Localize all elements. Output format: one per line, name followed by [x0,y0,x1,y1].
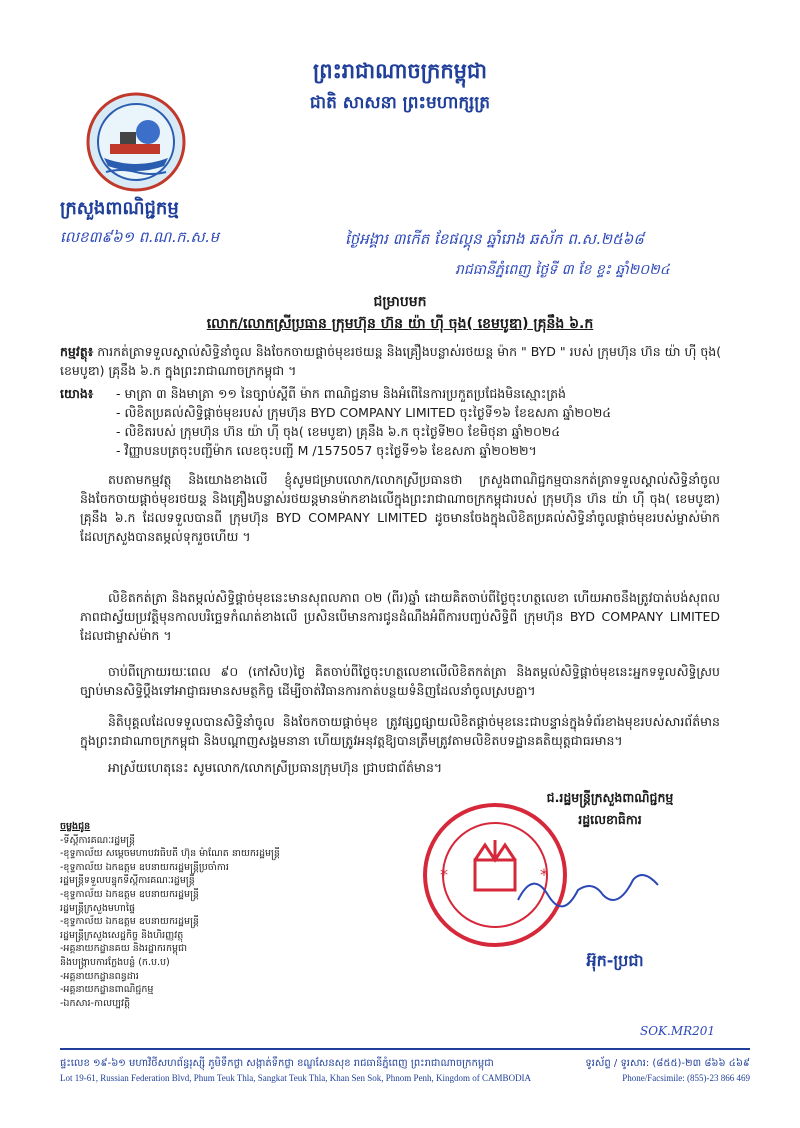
cc-item: -អគ្គនាយកដ្ឋានគយ និងរដ្ឋាករកម្ពុជា [60,943,188,955]
handwritten-signature [508,860,668,920]
body-paragraph-1: តបតាមកម្មវត្ថុ និងយោងខាងលើ ខ្ញុំសូមជម្រាបលោក/លោកស្រីប្រធានថា ក្រសួងពាណិជ្ជកម្មបានកត់ត្រាទទួលស្គាល់សិទ្ធិនាំចូល និងចែកចាយផ្តាច់មុខរថយន្ត និងគ្រឿងបន្លាស់រថយន្តមានម៉ាកខាងលើក្នុងព្រះរាជាណាចក្រកម្ពុជារបស់ ក្រុមហ៊ុន ហ៊ន យ៉ា ហ៊ី ចុង( ខេមបូឌា) គ្រុនឹង ៦.ក ដែលទទួលបានពី ក្រុមហ៊ុន BYD COMPANY LIMITED ដូចមានចែងក្នុងលិខិតប្រគល់សិទ្ធិនាំចូលផ្តាច់មុខរបស់ម្ចាស់ម៉ាកដែលក្រសួងបានតម្កល់ទុករួចហើយ ។ [80,472,720,544]
footer-address-km: ផ្ទះលេខ ១៩-៦១ មហាវិថីសហព័ន្ធរុស្ស៊ី ភូមិទឹកថ្លា សង្កាត់ទឹកថ្លា ខណ្ឌសែនសុខ រាជធានីភ្នំពេញ ព្រះរាជាណាចក្រកម្ពុជា [60,1058,494,1069]
cc-item: -ទីស្តីការគណៈរដ្ឋមន្ត្រី [60,834,136,846]
cc-item: រដ្ឋមន្ត្រីក្រសួងមហាផ្ទៃ [60,902,136,914]
subject-block [60,342,740,380]
body-paragraph-2: លិខិតកត់ត្រា និងតម្កល់សិទ្ធិផ្តាច់មុខនេះមានសុពលភាព ០២ (ពីរ)ឆ្នាំ ដោយគិតចាប់ពីថ្ងៃចុះហត្ថលេខា ហើយអាចនឹងត្រូវបាត់បង់សុពលភាពជាស្វ័យប្រវត្តិមុនកាលបរិច្ឆេទកំណត់ខាងលើ ប្រសិនបើមានការជូនដំណឹងអំពីការបញ្ចប់សិទ្ធិពី ក្រុមហ៊ុន BYD COMPANY LIMITED ដែលជាម្ចាស់ម៉ាក ។ [80,590,720,643]
cc-item: រដ្ឋមន្ត្រីទទួលបន្ទុកទីស្តីការគណៈរដ្ឋមន្ត្រី [60,875,195,887]
cc-list [60,820,330,1010]
body-paragraph-3: ចាប់ពីក្រោយរយៈពេល ៩០ (កៅសិប)ថ្ងៃ គិតចាប់ពីថ្ងៃចុះហត្ថលេខាលើលិខិតកត់ត្រា និងតម្កល់សិទ្ធិផ្តាច់មុខនេះអ្នកទទួលសិទ្ធិស្របច្បាប់មានសិទ្ធិប្តឹងទៅអាជ្ញាធរមានសមត្ថកិច្ច ដើម្បីចាត់វិធានការកាត់បន្ថយទំនិញដែលនាំចូលស្របគ្នា។ [80,664,720,698]
footer-address-en: Lot 19-61, Russian Federation Blvd, Phum Teuk Thla, Sangkat Teuk Thla, Khan Sen Sok, Phnom Penh, Kingdom of CAMBODIA [60,1073,532,1083]
cc-item: រដ្ឋមន្ត្រីក្រសួងសេដ្ឋកិច្ច និងហិរញ្ញវត្ថុ [60,929,184,941]
svg-text:*: * [540,865,548,884]
cc-item: -អគ្គនាយកដ្ឋានពន្ធដារ [60,970,139,982]
notice-title: ជម្រាបមក [373,294,427,310]
footer-phone-en: Phone/Facsimile: (855)-23 866 469 [622,1073,750,1083]
references-block [60,384,740,460]
cc-item: -អគ្គនាយកដ្ឋានពាណិជ្ជកម្ម [60,984,154,996]
body-paragraph-4: និតិបុគ្គលដែលទទួលបានសិទ្ធិនាំចូល និងចែកចាយផ្តាច់មុខ ត្រូវផ្សព្វផ្សាយលិខិតផ្តាច់មុខនេះជាបន្ទាន់ក្នុងទំព័រខាងមុខរបស់សារព័ត៌មានក្នុងព្រះរាជាណាចក្រកម្ពុជា និងបណ្តាញសង្គមនានា ហើយត្រូវអនុវត្តឱ្យបានត្រឹមត្រូវតាមលិខិតបទដ្ឋានគតិយុត្តជាធរមាន។ [80,714,720,748]
footer-phone-km: ទូរស័ព្ទ / ទូរសារ: (៨៥៥)-២៣ ៨៦៦ ៤៦៩ [585,1058,750,1069]
ministry-seal-logo [86,92,186,192]
signatory-position: រដ្ឋលេខាធិការ [578,812,642,827]
cc-title: ចម្លងជូន [60,821,91,832]
cc-item: -ឯកសារ-កាលប្បវត្តិ [60,997,130,1009]
addressee: លោក/លោកស្រីប្រធាន ក្រុមហ៊ុន ហ៊ន យ៉ា ហ៊ី ចុង( ខេមបូឌា) គ្រុនឹង ៦.ក [206,316,594,332]
footer [60,1056,750,1083]
national-motto: ជាតិ សាសនា ព្រះមហាក្សត្រ [309,93,491,113]
reference-number: លេខ៣៩៦១ ព.ណ.ក.ស.ម [60,228,219,246]
signatory-name: អ៊ុក-ប្រជា [586,951,644,970]
ministry-name: ក្រសួងពាណិជ្ជកម្ម [60,198,179,219]
svg-text:*: * [440,865,448,884]
reference-item: - មាត្រា ៣ និងមាត្រា ១១ នៃច្បាប់ស្តីពី ម៉ាក ពាណិជ្ជនាម និងអំពើនៃការប្រកួតប្រជែងមិនស្មោះត្រង់ [116,386,566,401]
lunar-date: ថ្ងៃអង្គារ ៣កើត ខែផល្គុន ឆ្នាំរោង ឆស័ក ព.ស.២៥៦៨ [345,230,644,248]
cc-item: -ខុទ្ទកាល័យ ឯកឧត្តម ឧបនាយករដ្ឋមន្ត្រី [60,888,199,900]
subject-text: ការកត់ត្រាទទួលស្គាល់សិទ្ធិនាំចូល និងចែកចាយផ្តាច់មុខរថយន្ត និងគ្រឿងបន្លាស់រថយន្ត ម៉ាក " BYD " របស់ ក្រុមហ៊ុន ហ៊ន យ៉ា ហ៊ី ចុង( ខេមបូឌា) គ្រុនឹង ៦.ក ក្នុងព្រះរាជាណាចក្រកម្ពុជា ។ [60,344,722,378]
body-paragraph-5: អាស្រ័យហេតុនេះ សូមលោក/លោកស្រីប្រធានក្រុមហ៊ុន ជ្រាបជាព័ត៌មាន។ [108,760,443,775]
signatory-title: ជ.រដ្ឋមន្ត្រីក្រសួងពាណិជ្ជកម្ម [546,790,674,805]
cc-item: -ខុទ្ទកាល័យ ឯកឧត្តម ឧបនាយករដ្ឋមន្ត្រី [60,916,199,928]
reference-item: - លិខិតប្រគល់សិទ្ធិផ្តាច់មុខរបស់ ក្រុមហ៊ុន BYD COMPANY LIMITED ចុះថ្ងៃទី១៦ ខែឧសភា ឆ្នាំ២០២៤ [116,405,612,420]
solar-date: រាជធានីភ្នំពេញ ថ្ងៃទី ៣ ខែ ខ្ទះ ឆ្នាំ២០២៤ [455,262,670,278]
subject-label: កម្មវត្ថុ៖ [60,344,94,359]
footer-divider [60,1048,750,1050]
cc-item: -ខុទ្ទកាល័យ ឯកឧត្តម ឧបនាយករដ្ឋមន្ត្រីប្រចាំការ [60,861,229,873]
reference-item: - លិខិតរបស់ ក្រុមហ៊ុន ហ៊ន យ៉ា ហ៊ី ចុង( ខេមបូឌា) គ្រុនឹង ៦.ក ចុះថ្ងៃទី២០ ខែមិថុនា ឆ្នាំ២០២៤ [116,424,561,439]
reference-label: យោង៖ [60,386,94,401]
cc-item: -ខុទ្ទកាល័យ សម្តេចមហាបវរធិបតី ហ៊ុន ម៉ាណែត នាយករដ្ឋមន្ត្រី [60,848,280,860]
cc-item: និងបង្ក្រាបការក្លែងបន្លំ (ក.ប.ប) [60,956,170,968]
reference-item: - វិញ្ញាបនបត្រចុះបញ្ជីម៉ាក លេខចុះបញ្ជី M /1575057 ចុះថ្ងៃទី១៦ ខែឧសភា ឆ្នាំ២០២២។ [116,443,537,458]
kingdom-title: ព្រះរាជាណាចក្រកម្ពុជា [312,59,487,83]
clerk-initials: SOK.MR201 [640,1024,716,1038]
